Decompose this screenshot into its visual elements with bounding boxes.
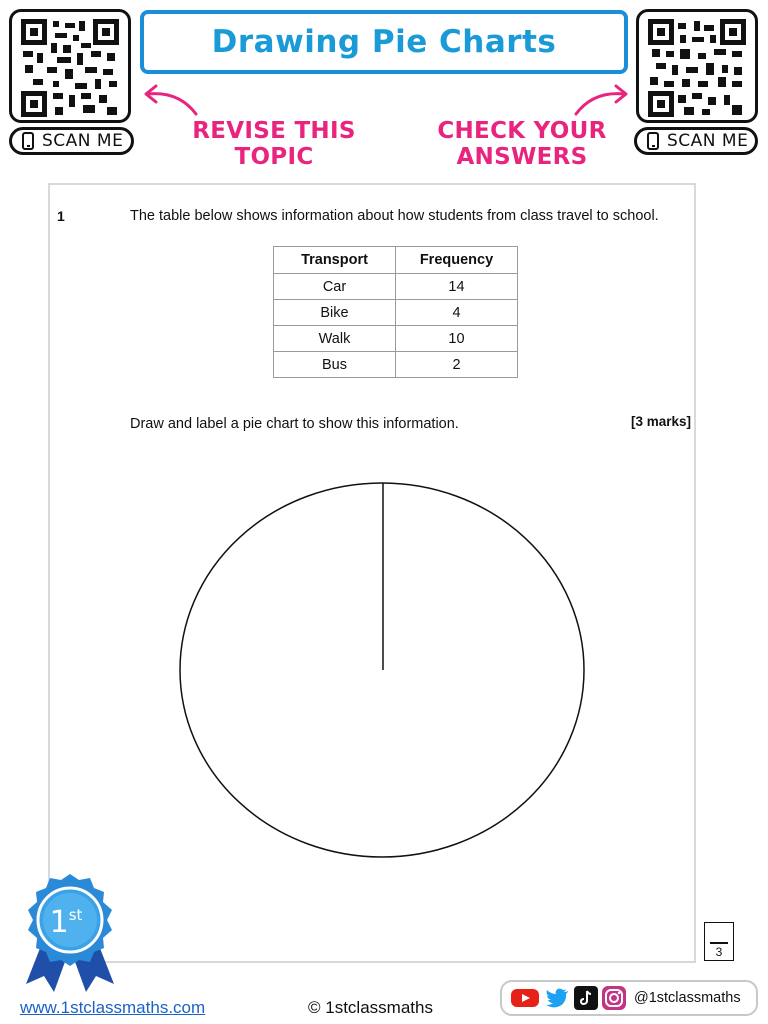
title-banner — [140, 10, 628, 74]
scan-me-right[interactable] — [634, 127, 758, 155]
arrow-left-icon — [140, 80, 200, 120]
table-cell: Walk — [274, 326, 396, 352]
frequency-table — [273, 246, 518, 378]
table-header-row — [274, 247, 518, 274]
phone-icon — [22, 132, 34, 150]
marks-label: [3 marks] — [630, 414, 691, 429]
question-number: 1 — [57, 208, 65, 224]
table-cell: Bike — [274, 300, 396, 326]
qr-code-answers-icon — [648, 19, 746, 117]
question-instruction: Draw and label a pie chart to show this information. — [130, 416, 459, 432]
table-cell: 14 — [396, 274, 518, 300]
tiktok-icon[interactable] — [574, 986, 598, 1010]
pie-circle — [180, 483, 584, 857]
question-text: The table below shows information about how students from class travel to school. — [130, 208, 659, 224]
qr-code-revise-icon — [21, 19, 119, 117]
check-answers-line2: ANSWERS — [456, 144, 588, 170]
arrow-right-icon — [572, 80, 632, 120]
page-title: Drawing Pie Charts — [211, 24, 557, 60]
phone-icon — [647, 132, 659, 150]
scan-me-left-label: SCAN ME — [42, 131, 124, 151]
table-cell: 10 — [396, 326, 518, 352]
revise-topic-line2: TOPIC — [234, 144, 314, 170]
check-answers-label[interactable] — [432, 118, 612, 170]
badge-text: 1st — [49, 905, 83, 940]
table-cell: 4 — [396, 300, 518, 326]
table-cell: Car — [274, 274, 396, 300]
table-row — [274, 300, 518, 326]
total-marks: 3 — [715, 945, 723, 959]
pie-chart-drawing-area[interactable] — [178, 480, 590, 862]
column-header-frequency: Frequency — [396, 247, 518, 274]
check-answers-line1: CHECK YOUR — [437, 118, 607, 144]
table-cell: 2 — [396, 352, 518, 378]
table-row — [274, 326, 518, 352]
score-divider — [710, 942, 728, 944]
copyright-text: © 1stclassmaths — [308, 998, 433, 1017]
social-handle[interactable]: @1stclassmaths — [634, 990, 741, 1006]
column-header-transport: Transport — [274, 247, 396, 274]
twitter-icon[interactable] — [544, 987, 570, 1009]
table-cell: Bus — [274, 352, 396, 378]
instagram-icon[interactable] — [602, 986, 626, 1010]
scan-me-left[interactable] — [9, 127, 134, 155]
table-row — [274, 352, 518, 378]
website-link[interactable]: www.1stclassmaths.com — [20, 998, 206, 1017]
social-bar — [500, 980, 758, 1016]
revise-topic-line1: REVISE THIS — [192, 118, 356, 144]
revise-topic-label[interactable] — [186, 118, 362, 170]
qr-code-revise[interactable] — [9, 9, 131, 123]
qr-code-answers[interactable] — [636, 9, 758, 123]
table-row — [274, 274, 518, 300]
rosette-badge-icon — [14, 872, 126, 992]
youtube-icon[interactable] — [510, 987, 540, 1009]
scan-me-right-label: SCAN ME — [667, 131, 749, 151]
